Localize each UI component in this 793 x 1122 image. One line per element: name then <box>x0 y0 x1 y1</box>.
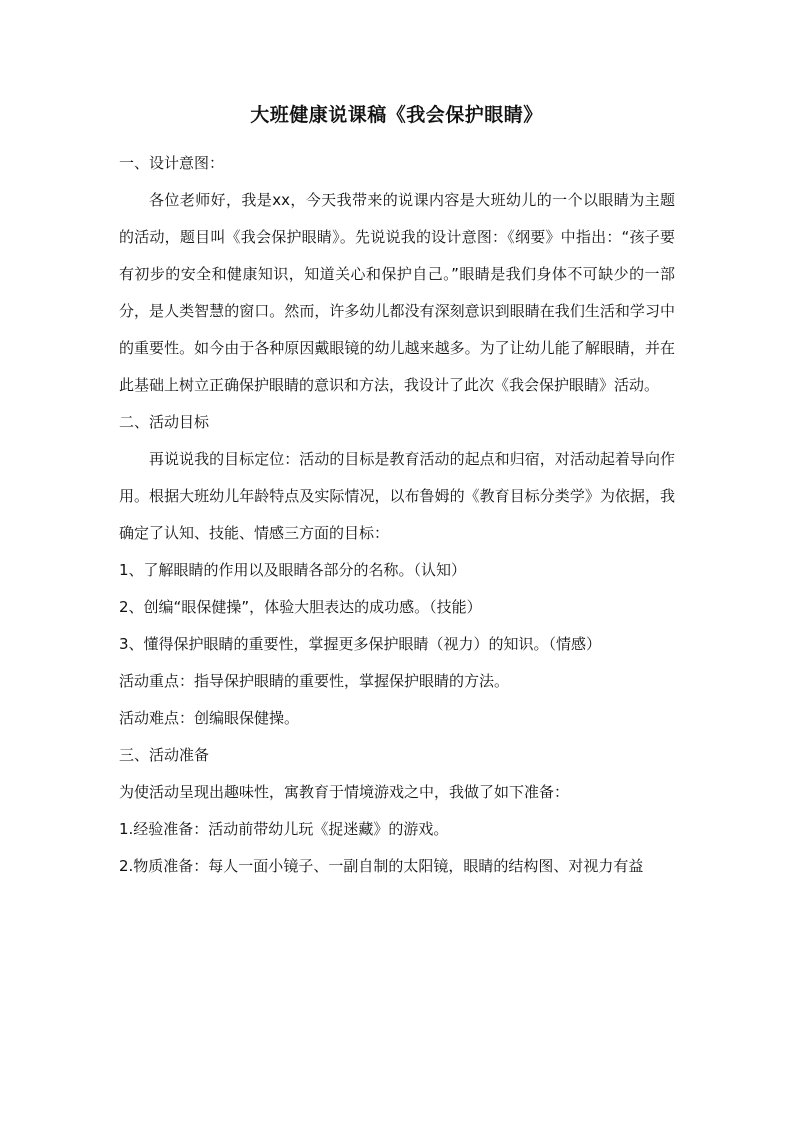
goal-item-emotion: 3、懂得保护眼睛的重要性，掌握更多保护眼睛（视力）的知识。（情感） <box>119 635 602 653</box>
preparation-item-materials: 2.物质准备：每人一面小镜子、一副自制的太阳镜，眼睛的结构图、对视力有益 <box>119 857 644 875</box>
goal-item-skill: 2、创编“眼保健操”，体验大胆表达的成功感。（技能） <box>119 598 482 616</box>
document-title: 大班健康说课稿《我会保护眼睛》 <box>250 104 543 126</box>
paragraph-design-intent: 各位老师好，我是xx，今天我带来的说课内容是大班幼儿的一个以眼睛为主题的活动，题目叫《我会保护眼睛》。先说说我的设计意图：《纲要》中指出：“孩子要有初步的安全和健康知识，知道关心和保护自己。”眼睛是我们身体不可缺少的一部分，是人类智慧的窗口。然而，许多幼儿都没有深刻意识到眼睛在我们生活和学习中的重要性。如今由于各种原因戴眼镜的幼儿越来越多。为了让幼儿能了解眼睛，并在此基础上树立正确保护眼睛的意识和方法，我设计了此次《我会保护眼睛》活动。 <box>119 191 675 394</box>
goal-item-cognitive: 1、了解眼睛的作用以及眼睛各部分的名称。（认知） <box>119 561 467 579</box>
activity-difficulty: 活动难点：创编眼保健操。 <box>119 709 300 727</box>
paragraph-goal-positioning: 再说说我的目标定位：活动的目标是教育活动的起点和归宿，对活动起着导向作用。根据大班幼儿年龄特点及实际情况，以布鲁姆的《教育目标分类学》为依据，我确定了认知、技能、情感三方面的目标： <box>119 450 675 542</box>
section-heading-design-intent: 一、设计意图： <box>119 154 225 172</box>
preparation-item-experience: 1.经验准备：活动前带幼儿玩《捉迷藏》的游戏。 <box>119 820 449 838</box>
activity-key-point: 活动重点：指导保护眼睛的重要性，掌握保护眼睛的方法。 <box>119 672 510 690</box>
section-heading-preparation: 三、活动准备 <box>119 746 210 764</box>
preparation-intro: 为使活动呈现出趣味性，寓教育于情境游戏之中，我做了如下准备： <box>119 783 570 801</box>
section-heading-activity-goals: 二、活动目标 <box>119 413 210 431</box>
document-body <box>119 145 675 885</box>
